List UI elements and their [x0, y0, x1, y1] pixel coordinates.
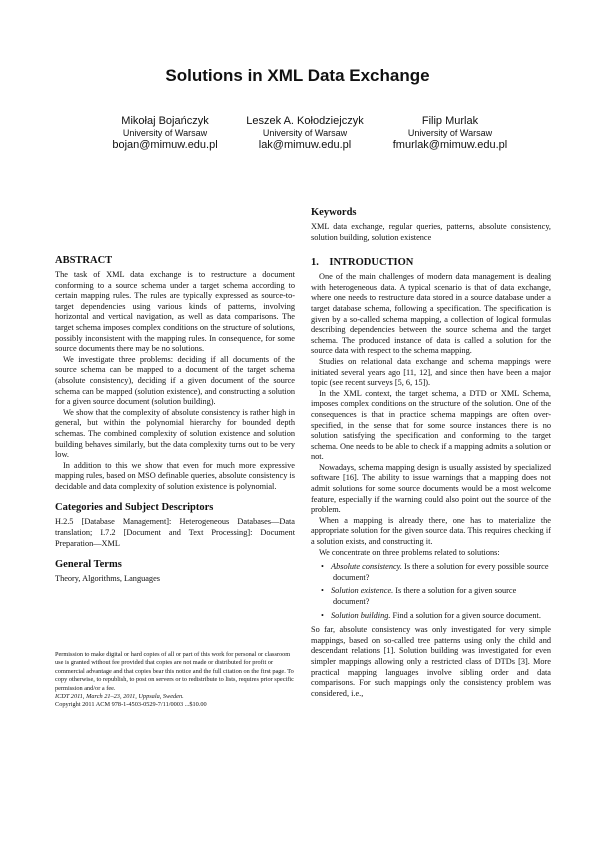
- keywords-text: XML data exchange, regular queries, patterns, absolute consistency, solution building, solution existence: [311, 222, 551, 242]
- permission-block: [55, 651, 295, 710]
- categories-heading: Categories and Subject Descriptors: [55, 502, 214, 514]
- abstract-heading: ABSTRACT: [55, 255, 113, 266]
- permission-text: Permission to make digital or hard copies of all or part of this work for personal or classroom use is granted without fee provided that copies are not made or distributed for profit or commercial advantage and that copies bear this notice and the full citation on the first page. To copy otherwise, to republish, to post on servers or to redistribute to lists, requires prior specific permission and/or a fee.: [55, 651, 294, 692]
- intro-paragraph: One of the main challenges of modern data management is dealing with heterogeneous data. A typical scenario is that of data exchange, where one needs to restructure data stored in a source database under a target database schema, following a specification. The specification is given by a so-called schema mapping, a collection of logical formulas describing dependencies between the source schema and the target schema. The produced instance of data is called a solution for the source data with respect to the schema mapping.: [311, 272, 551, 356]
- author-block-3: [360, 115, 540, 151]
- author-affiliation: University of Warsaw: [122, 128, 208, 138]
- introduction-heading: 1. INTRODUCTION: [311, 257, 414, 269]
- abstract-paragraph: The task of XML data exchange is to restructure a document conforming to a source schema under a target schema according to certain mapping rules. The rules are typically expressed as source-to-target dependencies using various kinds of patterns, involving horizontal and vertical navigation, as well as data comparisons. The target schema imposes complex conditions on the structure of solutions, possibly inconsistent with the mapping rules. In consequence, for some source documents there may be no solutions.: [55, 270, 295, 354]
- author-email: lak@mimuw.edu.pl: [258, 139, 352, 151]
- right-column: [311, 207, 551, 699]
- abstract-paragraph: We show that the complexity of absolute consistency is rather high in general, but within the polynomial hierarchy for bounded depth schemas. The combined complexity of solution existence and solution building behaves similarly, but the data complexity turns out to be very low.: [55, 407, 295, 460]
- general-terms-text: Theory, Algorithms, Languages: [55, 574, 160, 584]
- venue-text: ICDT 2011, March 21–23, 2011, Uppsala, Sweden.: [55, 693, 184, 701]
- intro-paragraph: Nowadays, schema mapping design is usually assisted by specialized software [16]. The ability to issue warnings that a mapping does not admit solutions for some source documents would be a most welcome feature, especially if the warning could also point out the source of the problem.: [311, 462, 551, 515]
- keywords-heading: Keywords: [311, 207, 357, 218]
- paper-title: Solutions in XML Data Exchange: [165, 66, 430, 85]
- list-item: • Solution building. Find a solution for a given source document.: [321, 610, 541, 620]
- intro-paragraph: So far, absolute consistency was only investigated for very simple mappings, based on so-called tree patterns using only the child and descendant relations [1]. Solution building was investigated for even simpler mappings allowing only a restricted class of DTDs [3]. More practical mapping languages involve sibling order and data comparisons. For such mappings only the consistency problem was considered, i.e.,: [311, 625, 551, 698]
- author-email: bojan@mimuw.edu.pl: [112, 139, 218, 151]
- intro-paragraph: Studies on relational data exchange and schema mappings were initiated several years ago [11, 12], and since then have been a major topic (see recent surveys [5, 6, 15]).: [311, 356, 551, 388]
- author-name: Leszek A. Kołodziejczyk: [246, 115, 364, 127]
- author-email: fmurlak@mimuw.edu.pl: [392, 139, 508, 151]
- list-item: • Absolute consistency. Is there a solution for every possible source document?: [321, 562, 549, 582]
- intro-paragraph: In the XML context, the target schema, a DTD or XML Schema, imposes complex conditions on the structure of the solution. One of the consequences is that in practice schema mappings are often over-specified, in the sense that for some source instances there is no solution satisfying the specification and conforming to the target schema. One needs to be able to check if a mapping admits a solution or not.: [311, 388, 551, 462]
- abstract-paragraph: In addition to this we show that even for much more expressive mapping rules, based on MSO definable queries, absolute consistency is decidable and data complexity of solution existence is polynomial.: [55, 460, 295, 491]
- general-terms-heading: General Terms: [55, 559, 122, 571]
- author-affiliation: University of Warsaw: [262, 128, 348, 138]
- left-column: [55, 255, 295, 585]
- author-name: Mikołaj Bojańczyk: [121, 115, 209, 127]
- copyright-text: Copyright 2011 ACM 978-1-4503-0529-7/11/0003 ...$10.00: [55, 701, 207, 709]
- problem-list: [311, 562, 551, 621]
- abstract-paragraph: We investigate three problems: deciding if all documents of the source schema can be mapped to a document of the target schema (absolute consistency), deciding if a given document of the source schema can be mapped (solution existence), and constructing a solution for a given source document (solution building).: [55, 354, 295, 407]
- author-affiliation: University of Warsaw: [407, 128, 493, 138]
- list-item: • Solution existence. Is there a solution for a given source document?: [321, 586, 517, 606]
- categories-text: H.2.5 [Database Management]: Heterogeneous Databases—Data translation; I.7.2 [Document and Text Processing]: Document Preparation—XML: [55, 517, 295, 548]
- author-name: Filip Murlak: [421, 115, 479, 127]
- intro-paragraph: When a mapping is already there, one has to materialize the appropriate solution for the given source data. This requires checking if a solution exists, and constructing it.: [311, 515, 551, 547]
- intro-paragraph: We concentrate on three problems related to solutions:: [319, 547, 500, 557]
